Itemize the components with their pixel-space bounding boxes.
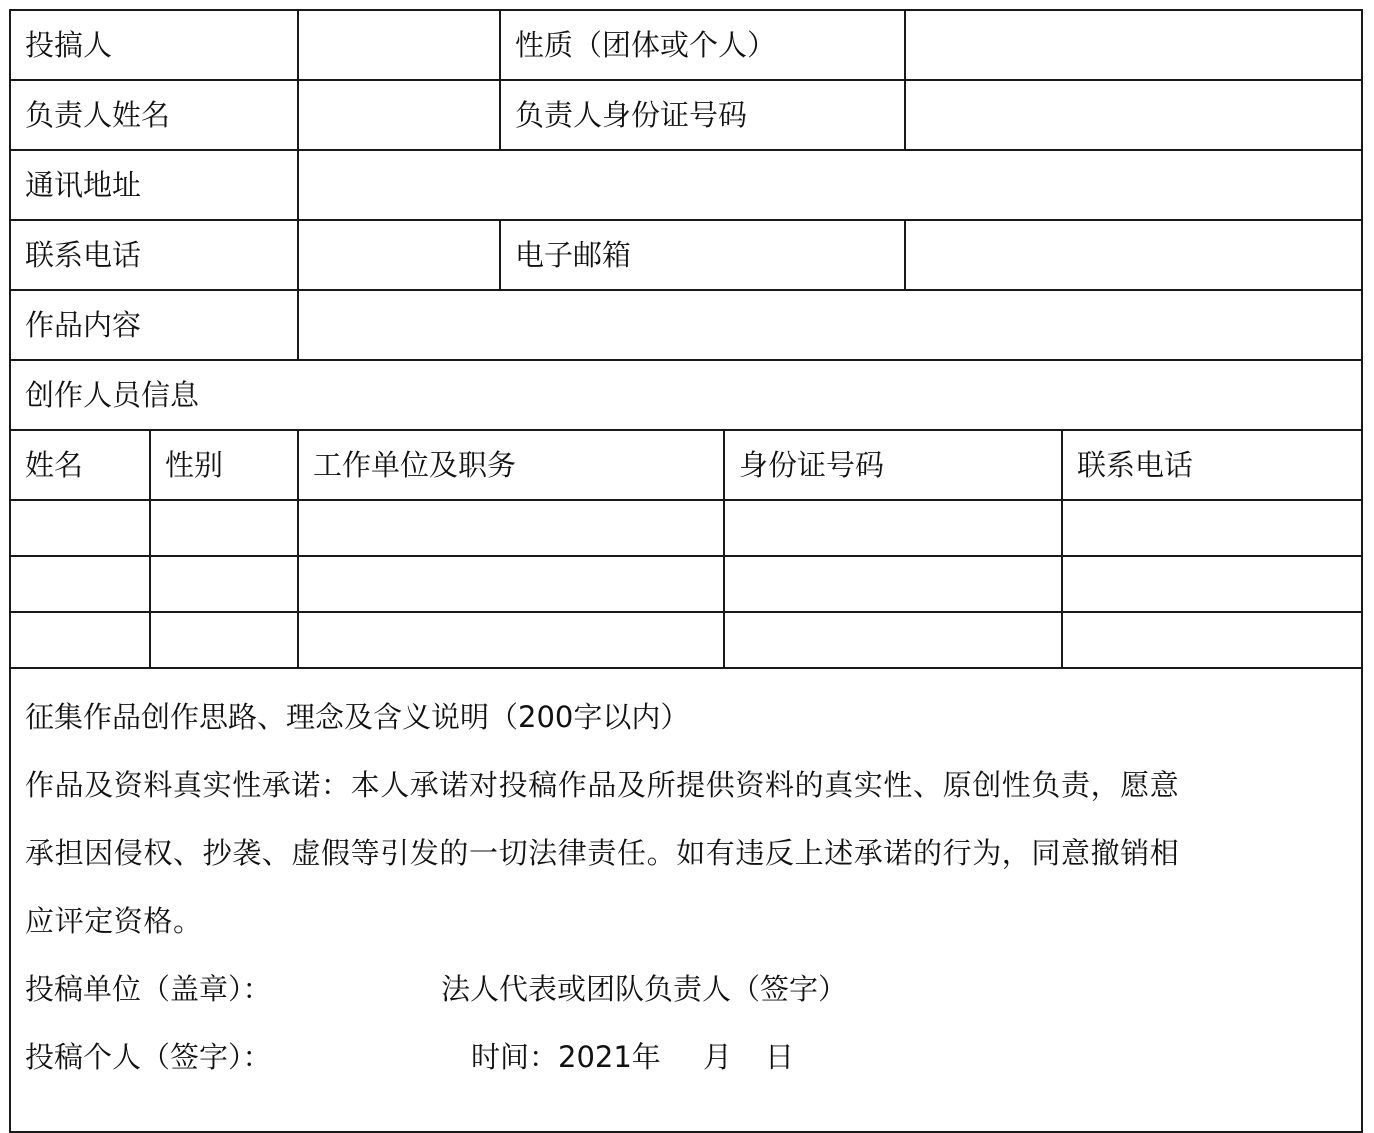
pledge-line-3: 应评定资格。 <box>25 904 203 938</box>
label-phone: 联系电话 <box>10 220 298 290</box>
explanation-heading: 征集作品创作思路、理念及含义说明（200字以内） <box>25 700 690 734</box>
field-nature[interactable] <box>905 10 1362 80</box>
notes-row <box>10 668 1362 1132</box>
creator-id-cell[interactable] <box>724 556 1062 612</box>
creator-gender-cell[interactable] <box>150 556 298 612</box>
label-address: 通讯地址 <box>10 150 298 220</box>
individual-signature-label: 投稿个人（签字）： <box>25 1040 272 1074</box>
row-content <box>10 290 1362 360</box>
row-leader <box>10 80 1362 150</box>
creator-name-cell[interactable] <box>10 612 150 668</box>
creator-id-cell[interactable] <box>724 612 1062 668</box>
field-address[interactable] <box>298 150 1362 220</box>
date-day-label: 日 <box>765 1040 795 1074</box>
creator-employer-cell[interactable] <box>298 556 724 612</box>
header-phone: 联系电话 <box>1062 430 1362 500</box>
header-name: 姓名 <box>10 430 150 500</box>
field-leader-id[interactable] <box>905 80 1362 150</box>
creators-section-title: 创作人员信息 <box>10 360 1362 430</box>
header-employer-position: 工作单位及职务 <box>298 430 724 500</box>
creators-header-row <box>10 430 1362 500</box>
pledge-line-1: 作品及资料真实性承诺：本人承诺对投稿作品及所提供资料的真实性、原创性负责，愿意 <box>25 768 1180 802</box>
label-leader-id: 负责人身份证号码 <box>500 80 905 150</box>
creator-gender-cell[interactable] <box>150 612 298 668</box>
label-email: 电子邮箱 <box>500 220 905 290</box>
creator-name-cell[interactable] <box>10 500 150 556</box>
notes-cell <box>10 668 1362 1132</box>
row-creators-title <box>10 360 1362 430</box>
pledge-line-2: 承担因侵权、抄袭、虚假等引发的一切法律责任。如有违反上述承诺的行为，同意撤销相 <box>25 836 1180 870</box>
signature-row <box>25 1023 1347 1091</box>
creator-phone-cell[interactable] <box>1062 500 1362 556</box>
creator-employer-cell[interactable] <box>298 612 724 668</box>
field-email[interactable] <box>905 220 1362 290</box>
field-leader-name[interactable] <box>298 80 500 150</box>
header-id-number: 身份证号码 <box>724 430 1062 500</box>
label-leader-name: 负责人姓名 <box>10 80 298 150</box>
label-nature: 性质（团体或个人） <box>500 10 905 80</box>
creator-name-cell[interactable] <box>10 556 150 612</box>
creator-row <box>10 612 1362 668</box>
creator-row <box>10 500 1362 556</box>
row-address <box>10 150 1362 220</box>
field-work-content[interactable] <box>298 290 1362 360</box>
field-submitter[interactable] <box>298 10 500 80</box>
creator-gender-cell[interactable] <box>150 500 298 556</box>
creator-row <box>10 556 1362 612</box>
label-work-content: 作品内容 <box>10 290 298 360</box>
creator-id-cell[interactable] <box>724 500 1062 556</box>
field-phone[interactable] <box>298 220 500 290</box>
seal-row <box>25 955 1347 1023</box>
date-month-label: 月 <box>703 1040 733 1074</box>
creator-employer-cell[interactable] <box>298 500 724 556</box>
legal-rep-signature-label: 法人代表或团队负责人（签字） <box>441 972 848 1006</box>
label-submitter: 投搞人 <box>10 10 298 80</box>
creator-phone-cell[interactable] <box>1062 556 1362 612</box>
header-gender: 性别 <box>150 430 298 500</box>
row-submitter <box>10 10 1362 80</box>
date-time-label: 时间：2021年 <box>471 1040 661 1074</box>
submission-form-table <box>9 9 1363 1133</box>
unit-seal-label: 投稿单位（盖章）： <box>25 972 272 1006</box>
creator-phone-cell[interactable] <box>1062 612 1362 668</box>
row-contact <box>10 220 1362 290</box>
